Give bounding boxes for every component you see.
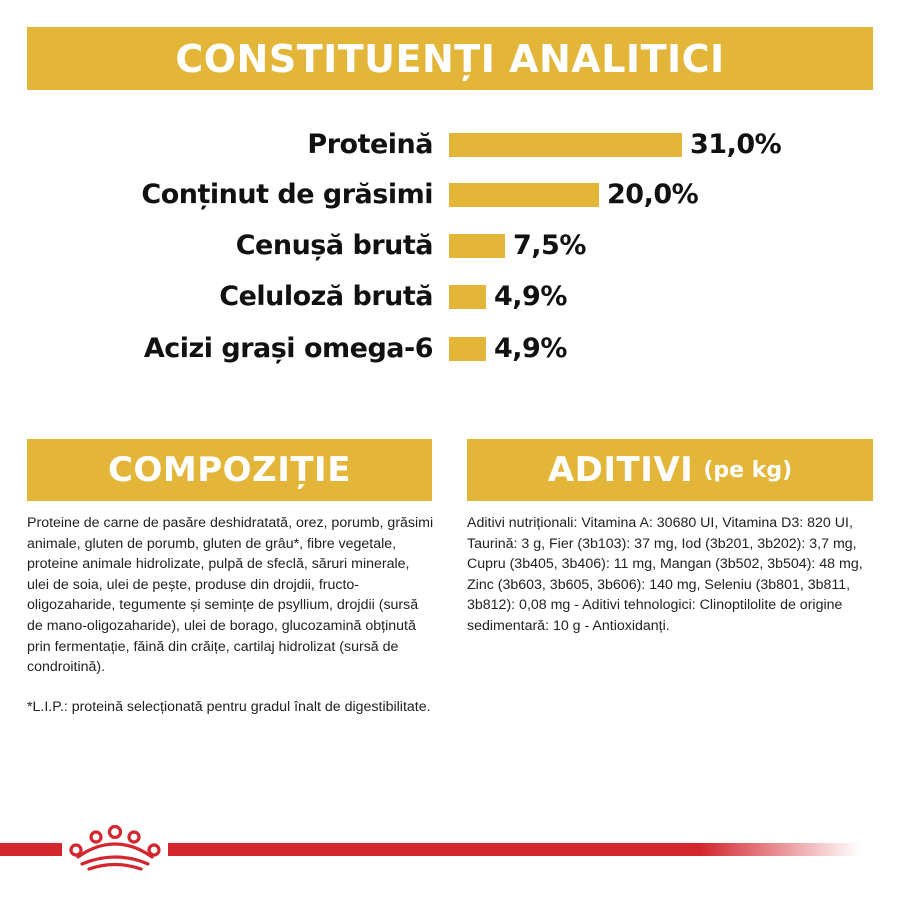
analytic-bar bbox=[449, 285, 486, 309]
analytic-label: Cenușă brută bbox=[235, 230, 433, 261]
analytic-value: 7,5% bbox=[513, 230, 586, 261]
additives-title-suffix: (pe kg) bbox=[703, 457, 793, 483]
analytic-value: 4,9% bbox=[494, 281, 567, 312]
analytic-row bbox=[0, 125, 900, 165]
analytic-label: Proteină bbox=[307, 129, 433, 160]
analytic-header bbox=[27, 27, 873, 90]
analytic-bar bbox=[449, 183, 599, 207]
analytic-label: Celuloză brută bbox=[219, 281, 433, 312]
composition-title: COMPOZIȚIE bbox=[108, 450, 351, 490]
analytic-bar bbox=[449, 337, 486, 361]
analytic-row bbox=[0, 175, 900, 215]
additives-text: Aditivi nutriționali: Vitamina A: 30680 UI, Vitamina D3: 820 UI, Taurină: 3 g, Fier (3b103): 37 mg, Iod (3b201, 3b202): 3,7 mg, Cupru (3b405, 3b406): 11 mg, Mangan (3b502, 3b504): 48 mg, Zinc (3b603, 3b605, 3b606): 140 mg, Seleniu (3b801, 3b811, 3b812): 0,08 mg - Aditivi tehnologici: Clinoptilolite de origine sedimentară: 10 g - Antioxidanți. bbox=[467, 515, 863, 634]
analytic-label: Conținut de grăsimi bbox=[141, 179, 433, 210]
additives-title: ADITIVI bbox=[547, 450, 694, 490]
analytic-row bbox=[0, 277, 900, 317]
analytic-label: Acizi grași omega-6 bbox=[143, 333, 433, 364]
analytic-value: 4,9% bbox=[494, 333, 567, 364]
analytic-row bbox=[0, 226, 900, 266]
analytic-bar bbox=[449, 234, 505, 258]
analytic-value: 31,0% bbox=[690, 129, 782, 160]
composition-note: *L.I.P.: proteină selecționată pentru gradul înalt de digestibilitate. bbox=[27, 699, 431, 715]
royal-canin-crown-icon bbox=[62, 824, 168, 872]
composition-text: Proteine de carne de pasăre deshidratată, orez, porumb, grăsimi animale, gluten de porumb, gluten de grâu*, fibre vegetale, proteine animale hidrolizate, pulpă de sfeclă, săruri minerale, ulei de soia, ulei de pește, produse din drojdii, fructo-oligozaharide, tegumente și semințe de psyllium, drojdii (sursă de mano-oligozaharide), ulei de borago, glucozamină obținută prin fermentație, făină din crăițe, cartilaj hidrolizat (sursă de condroitină). bbox=[27, 515, 434, 676]
additives-header bbox=[467, 439, 873, 501]
analytic-value: 20,0% bbox=[607, 179, 699, 210]
analytic-row bbox=[0, 329, 900, 369]
analytic-bar bbox=[449, 133, 682, 157]
analytic-title: CONSTITUENȚI ANALITICI bbox=[175, 36, 725, 81]
composition-header bbox=[27, 439, 432, 501]
